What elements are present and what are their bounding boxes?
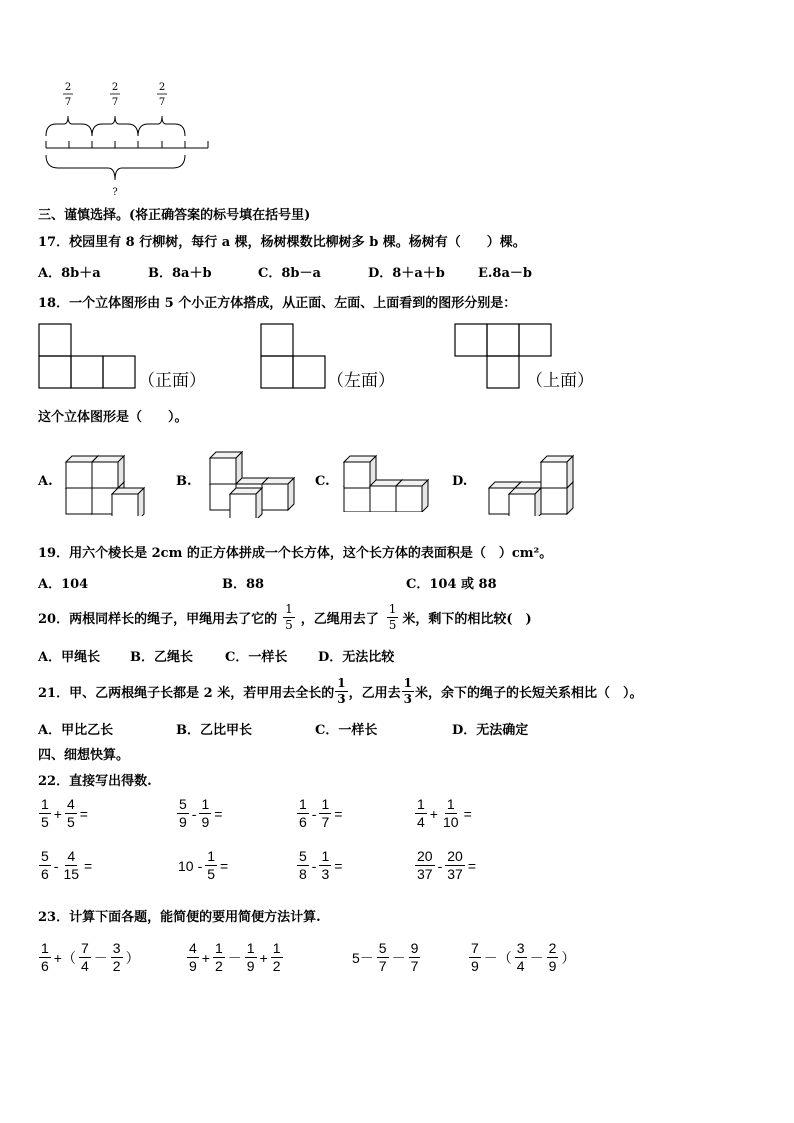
operator: － xyxy=(93,949,108,966)
q18-option-b-figure[interactable] xyxy=(206,444,298,518)
q20-option-c[interactable]: C．一样长 xyxy=(225,650,288,665)
fraction-b: $\frac{1}{7}$ xyxy=(321,796,330,830)
cube-a-4 xyxy=(92,456,124,488)
fraction: $\frac{5}{7}$ xyxy=(378,940,387,974)
fraction-b: $\frac{4}{5}$ xyxy=(66,796,75,830)
left-view-label: （左面） xyxy=(327,371,395,390)
q20-option-b[interactable]: B．乙绳长 xyxy=(130,650,193,665)
section-3-heading: 三、谨慎选择。(将正确答案的标号填在括号里) xyxy=(38,208,311,223)
operator: －（ xyxy=(483,949,512,966)
fraction: $\frac{3}{2}$ xyxy=(112,940,121,974)
fraction-a: $\frac{5}{9}$ xyxy=(179,796,187,830)
fraction-b: $\frac{1}{9}$ xyxy=(201,796,210,830)
section-4-heading: 四、细想快算。 xyxy=(38,748,130,763)
cube-a-5 xyxy=(112,488,144,516)
equals-sign: = xyxy=(214,805,223,822)
q18-option-d-label[interactable]: D. xyxy=(452,474,468,489)
cube-d-4 xyxy=(541,456,573,488)
q23-expression-2[interactable] xyxy=(186,940,284,975)
operator: － xyxy=(529,949,544,966)
top-view-label: （上面） xyxy=(526,371,594,390)
operator: - xyxy=(53,857,59,874)
equals-sign: = xyxy=(79,805,88,822)
seg-question-mark: ? xyxy=(112,187,118,198)
fraction: $\frac{2}{9}$ xyxy=(548,940,557,974)
fraction: $\frac{1}{9}$ xyxy=(246,940,255,974)
q17-option-c[interactable]: C．8b－a xyxy=(258,266,321,281)
q17-option-d[interactable]: D．8＋a＋b xyxy=(368,266,445,281)
equals-sign: = xyxy=(463,805,472,822)
q18-option-a-label[interactable]: A. xyxy=(38,474,53,489)
q17-stem: 17．校园里有 8 行柳树，每行 a 棵，杨树棵数比柳树多 b 棵。杨树有（ ）棵。 xyxy=(38,235,526,250)
fraction-b: $\frac{20}{37}$ xyxy=(447,848,463,882)
q17-option-e[interactable]: E.8a－b xyxy=(478,266,532,281)
q22-row2-item-1[interactable] xyxy=(38,848,94,883)
cube-b-5 xyxy=(230,488,262,518)
fraction-a: $\frac{5}{6}$ xyxy=(41,848,49,882)
q19-option-c[interactable]: C．104 或 88 xyxy=(406,577,497,592)
q20-option-a[interactable]: A．甲绳长 xyxy=(38,650,101,665)
q22-row1-item-3[interactable] xyxy=(296,796,344,831)
fraction: $\frac{7}{9}$ xyxy=(471,940,479,974)
q17-option-a[interactable]: A．8b＋a xyxy=(38,266,101,281)
fraction: $\frac{1}{2}$ xyxy=(214,940,223,974)
fraction-segment-diagram xyxy=(36,78,216,200)
leading-number: 10 xyxy=(178,857,194,874)
seg-frac-num-3: 2 xyxy=(158,82,166,93)
operator: + xyxy=(53,805,62,822)
operator: - xyxy=(311,857,317,874)
operator: － xyxy=(227,949,242,966)
q20-fraction-1: $\frac{1}{5}$ xyxy=(285,602,293,632)
equals-sign: = xyxy=(467,857,477,874)
operator: + xyxy=(429,805,438,822)
seg-frac-num-1: 2 xyxy=(64,82,72,93)
fraction-a: $\frac{1}{5}$ xyxy=(41,796,49,830)
fraction-b: $\frac{1}{5}$ xyxy=(207,848,216,882)
front-view-label: （正面） xyxy=(138,371,206,390)
q22-row2-item-2[interactable] xyxy=(176,848,230,883)
equals-sign: = xyxy=(334,857,343,874)
q19-option-b[interactable]: B．88 xyxy=(222,577,265,592)
operator: - xyxy=(191,805,197,822)
left-view-figure xyxy=(260,323,328,391)
operator: - xyxy=(197,857,203,874)
q21-fraction-1: $\frac{1}{3}$ xyxy=(337,676,346,706)
seg-frac-num-2: 2 xyxy=(111,82,119,93)
q18-option-c-figure[interactable] xyxy=(340,448,436,512)
fraction-b: $\frac{1}{3}$ xyxy=(321,848,330,882)
operator: +（ xyxy=(53,949,76,966)
equals-sign: = xyxy=(334,805,343,822)
fraction-b: $\frac{1}{10}$ xyxy=(442,796,459,830)
q21-option-b[interactable]: B．乙比甲长 xyxy=(176,723,252,738)
cube-d-5 xyxy=(509,488,541,516)
q20-option-d[interactable]: D．无法比较 xyxy=(318,650,395,665)
equals-sign: = xyxy=(84,857,93,874)
q18-option-a-figure[interactable] xyxy=(62,444,154,516)
equals-sign: = xyxy=(220,857,229,874)
q22-row2-item-3[interactable] xyxy=(296,848,344,883)
q22-row1-item-2[interactable] xyxy=(176,796,224,831)
q23-stem: 23．计算下面各题，能简便的要用简便方法计算. xyxy=(38,910,321,925)
q21-option-d[interactable]: D．无法确定 xyxy=(452,723,529,738)
q17-option-b[interactable]: B．8a＋b xyxy=(148,266,212,281)
q18-after-text: 这个立体图形是（ ）。 xyxy=(38,410,188,425)
fraction: $\frac{9}{7}$ xyxy=(410,940,419,974)
q20-stem: 20．两根同样长的绳子，甲绳用去了它的 $\frac{1}{5}$ ，乙绳用去了 $\frac{1}{5}$ 米，剩下的相比较( ) xyxy=(38,602,532,632)
fraction: $\frac{4}{9}$ xyxy=(189,940,197,974)
q22-stem: 22．直接写出得数. xyxy=(38,774,152,789)
fraction: $\frac{1}{6}$ xyxy=(41,940,49,974)
q23-expression-1[interactable] xyxy=(38,940,142,975)
q21-stem: 21．甲、乙两根绳子长都是 2 米，若甲用去全长的 $\frac{1}{3}$ ，乙用去 $\frac{1}{3}$ 米，余下的绳子的长短关系相比（ ）。 xyxy=(38,676,643,706)
fraction: $\frac{7}{4}$ xyxy=(80,940,89,974)
fraction: $\frac{3}{4}$ xyxy=(516,940,525,974)
operator: － xyxy=(391,949,406,966)
operator: + xyxy=(201,949,210,966)
front-view-figure xyxy=(38,323,138,391)
seg-frac-den-2: 7 xyxy=(111,97,119,108)
seg-frac-den-3: 7 xyxy=(158,97,166,108)
cube-c-2 xyxy=(344,456,376,488)
operator: - xyxy=(437,857,443,874)
q23-expression-4[interactable] xyxy=(468,940,577,975)
q22-row1-item-1[interactable] xyxy=(38,796,90,831)
operator: + xyxy=(259,949,268,966)
q20-fraction-2: $\frac{1}{5}$ xyxy=(388,602,397,632)
operator: ） xyxy=(125,949,140,966)
cube-b-2 xyxy=(210,452,242,484)
q18-option-d-figure[interactable] xyxy=(485,444,577,516)
operator: - xyxy=(311,805,317,822)
fraction-a: $\frac{1}{6}$ xyxy=(299,796,307,830)
fraction: $\frac{1}{2}$ xyxy=(272,940,281,974)
operator: ） xyxy=(561,949,576,966)
q18-option-b-label[interactable]: B. xyxy=(176,474,192,489)
cube-b-4 xyxy=(262,478,294,510)
q18-stem: 18．一个立体图形由 5 个小正方体搭成，从正面、左面、上面看到的图形分别是： xyxy=(38,296,517,311)
fraction-a: $\frac{20}{37}$ xyxy=(417,848,433,882)
q21-option-a[interactable]: A．甲比乙长 xyxy=(38,723,114,738)
q23-expression-3[interactable] xyxy=(350,940,421,975)
q18-option-c-label[interactable]: C. xyxy=(315,474,330,489)
q19-stem: 19．用六个棱长是 2cm 的正方体拼成一个长方体，这个长方体的表面积是（ ）cm²。 xyxy=(38,546,553,561)
fraction-a: $\frac{1}{4}$ xyxy=(417,796,425,830)
q22-row1-item-4[interactable] xyxy=(414,796,474,831)
fraction-b: $\frac{4}{15}$ xyxy=(63,848,80,882)
fraction-a: $\frac{5}{8}$ xyxy=(299,848,307,882)
q19-option-a[interactable]: A．104 xyxy=(38,577,89,592)
seg-frac-den-1: 7 xyxy=(64,97,72,108)
q21-option-c[interactable]: C．一样长 xyxy=(315,723,378,738)
q22-row2-item-4[interactable] xyxy=(414,848,478,883)
cube-c-4 xyxy=(396,480,428,512)
operator: 5－ xyxy=(352,949,374,966)
q21-fraction-2: $\frac{1}{3}$ xyxy=(403,676,412,706)
